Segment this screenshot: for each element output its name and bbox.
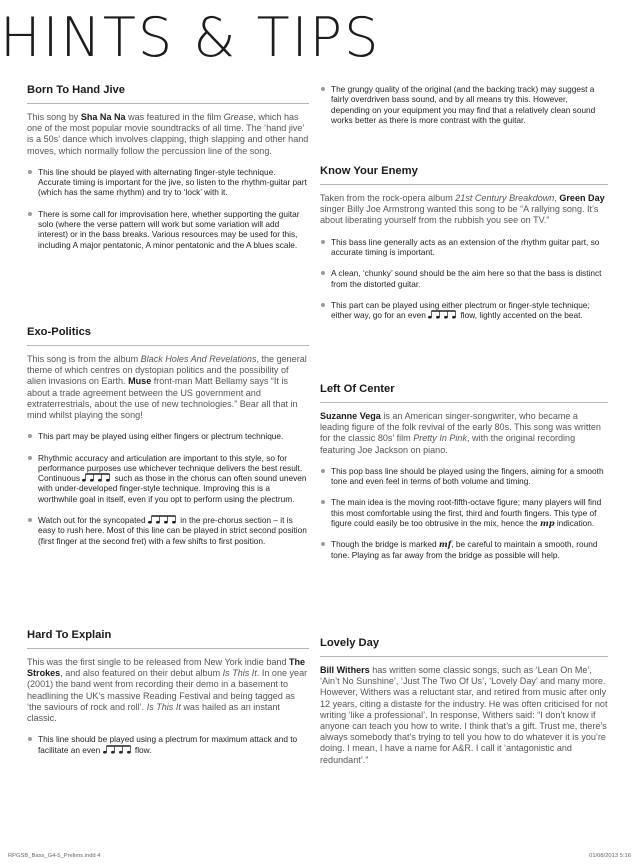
tip-bullet [27, 209, 309, 250]
text-run: , the general theme of which centres on dystopian politics and the possibility of alien invasions on Earth. [27, 354, 307, 387]
tip-bullet [320, 539, 608, 560]
tips-list [320, 237, 608, 321]
text-run: A clean, ‘chunky’ sound should be the aim here so that the bass is distinct from the distorted guitar. [331, 268, 602, 289]
dynamic-marking: mf [438, 539, 452, 550]
tip-bullet [27, 167, 309, 198]
tip-bullet [320, 84, 608, 125]
section-intro [320, 665, 608, 766]
section-intro [320, 411, 608, 456]
text-run: There is some call for improvisation here, whether supporting the guitar solo (where the verse pattern will work but some variation will add interest) or in the bass breaks. Various resources may be used for this, including A major pentatonic, A minor pentatonic and the A blues scale. [38, 208, 300, 250]
text-run: indication. [554, 518, 595, 528]
tip-bullet [320, 300, 608, 321]
text-run: , [554, 193, 560, 203]
bold-name: Suzanne Vega [320, 411, 381, 421]
section-intro [27, 657, 309, 724]
tips-list [320, 84, 608, 125]
text-run: in the pre-chorus section – it is easy to rush here. Most of this line can be played in strict second position (first finger at the second fret) with a few shifts to first position. [38, 515, 307, 546]
text-run: Taken from the rock-opera album [320, 193, 456, 203]
bold-name: Bill Withers [320, 665, 370, 675]
italic-title: 21st Century Breakdown [455, 193, 555, 203]
italic-title: Is This It [146, 701, 181, 712]
tips-list [27, 167, 309, 250]
text-run: This part can be played using either plectrum or finger-style technique; either way, go for an even [331, 299, 590, 321]
bold-name: Sha Na Na [80, 112, 126, 122]
text-run: such as those in the chorus can often sound uneven with under-developed finger-style technique. Improving this is a worthwhile goal in itself, even if you opt to perform using the plectrum. [38, 473, 307, 504]
text-run: front-man Matt Bellamy says “It is about a trade agreement between the US government and extraterrestrials, about the use of new technologies.” Bear all that in mind whilst playing the song! [27, 376, 298, 421]
text-run: Though the bridge is marked [331, 539, 439, 550]
section-grungy-note [320, 72, 608, 136]
tips-list [27, 431, 309, 546]
tip-bullet [320, 268, 608, 289]
text-run: This song is from the album [27, 354, 141, 364]
section-heading: Born To Hand Jive [27, 83, 309, 104]
italic-title: Black Holes And Revelations [140, 354, 257, 364]
section-heading: Lovely Day [320, 636, 608, 657]
section-hard-to-explain [27, 628, 309, 766]
bold-name: Muse [128, 376, 152, 387]
tip-bullet [27, 431, 309, 441]
text-run: Watch out for the syncopated [38, 515, 148, 525]
text-run: . In one year (2001) the band went from recording their demo in a basement to headlining the UK’s massive Reading Festival and being tagged as ‘the saviours of rock and roll’. [27, 668, 308, 712]
text-run: Rhythmic accuracy and articulation are important to this style, so for performance purposes use whichever technique delivers the best result. Continuous [38, 452, 303, 484]
italic-title: Pretty In Pink [413, 433, 467, 444]
text-run: This pop bass line should be played using the fingers, aiming for a smooth tone and even feel in terms of both volume and timing. [331, 465, 604, 487]
text-run: This song by [27, 112, 81, 122]
text-run: has written some classic songs, such as ‘Lean On Me’, ‘Ain’t No Sunshine’, ‘Just The Two Of Us’, ‘Lovely Day’ and many more. However, Withers was a reluctant star, and retired from music after only 12 years, citing a distaste for the industry. He was often criticised for not writing ‘like a professional’. In response, Withers said: “I don’t know if anyone can teach you how to write. I think that’s a gift. Trust me, there’s always somebody that’s trying to tell you how to do whatever it is you’re doing. I mean, I have a name for A&R. I call it ‘antagonistic and redundant’.” [320, 665, 608, 765]
footer-file-info: RPGSB_Bass_G4-5_Prelims.indd 4 [8, 853, 101, 859]
tips-list [320, 466, 608, 560]
section-born-to-hand-jive [27, 83, 309, 261]
section-heading: Left Of Center [320, 382, 608, 403]
bold-name: Green Day [559, 193, 605, 203]
italic-title: Grease [223, 112, 254, 122]
section-intro [27, 112, 309, 157]
eighth-notes-icon [148, 515, 178, 524]
section-left-of-center [320, 382, 608, 571]
text-run: The grungy quality of the original (and the backing track) may suggest a fairly overdriven bass sound, and by all means try this. However, depending on your equipment you may find that a relatively clean sound works better as there is more contrast with the guitar. [331, 84, 596, 125]
section-heading: Exo-Politics [27, 325, 309, 346]
text-run: was featured in the film [125, 112, 224, 122]
text-run: singer Billy Joe Armstrong wanted this song to be “A rallying song. It’s about liberating yourself from the rubbish you see on TV.” [320, 204, 599, 226]
text-run: The main idea is the moving root-fifth-octave figure; many players will find this most comfortable using the first, third and fourth fingers. This type of figure could easily be too obtrusive in the mix, hence the [331, 497, 602, 528]
tip-bullet [320, 466, 608, 487]
eighth-notes-icon [82, 473, 112, 482]
text-run: This bass line generally acts as an extension of the rhythm guitar part, so accurate timing is important. [331, 236, 600, 257]
section-heading: Hard To Explain [27, 628, 309, 649]
text-run: , be careful to maintain a smooth, round tone. Playing as far away from the bridge as possible will help. [331, 539, 598, 560]
text-run: , and also featured on their debut album [60, 668, 223, 679]
tip-bullet [27, 453, 309, 504]
section-intro [320, 193, 608, 227]
text-run: , with the original recording featuring Joe Jackson on piano. [320, 433, 576, 455]
section-intro [27, 354, 309, 421]
eighth-notes-icon [103, 745, 133, 754]
bold-name: The Strokes [27, 657, 306, 679]
text-run: is an American singer-songwriter, who became a leading figure of the folk revival of the early 80s. This song was written for the classic 80s’ film [320, 411, 601, 444]
text-run: flow, lightly accented on the beat. [458, 310, 583, 321]
section-know-your-enemy [320, 164, 608, 331]
tip-bullet [27, 515, 309, 546]
text-run: flow. [132, 744, 152, 755]
tip-bullet [320, 237, 608, 258]
italic-title: Is This It [222, 668, 257, 679]
text-run: was hailed as an instant classic. [27, 701, 280, 724]
footer-date: 01/08/2013 5:16 [589, 853, 631, 859]
text-run: This part may be played using either fingers or plectrum technique. [38, 431, 284, 442]
section-exo-politics [27, 325, 309, 557]
page-title: HINTS & TIPS [0, 6, 381, 69]
tips-list [27, 734, 309, 755]
dynamic-marking: mp [539, 518, 555, 528]
section-lovely-day [320, 636, 608, 766]
text-run: , which has one of the most popular movie soundtracks of all time. The ‘hand jive’ is a 50s’ dance which involves clapping, thigh slapping and other hand moves, which normally follow the percussion line of the song. [27, 112, 309, 156]
text-run: This line should be played with alternating finger-style technique. Accurate timing is important for the jive, so listen to the rhythm-guitar part (which has the same rhythm) and try to ‘lock’ with it. [38, 166, 307, 198]
text-run: This line should be played using a plectrum for maximum attack and to facilitate an even [38, 734, 298, 755]
text-run: This was the first single to be released from New York indie band [27, 657, 289, 667]
tip-bullet [27, 734, 309, 755]
section-heading: Know Your Enemy [320, 164, 608, 185]
tip-bullet [320, 497, 608, 528]
eighth-notes-icon [428, 310, 458, 319]
